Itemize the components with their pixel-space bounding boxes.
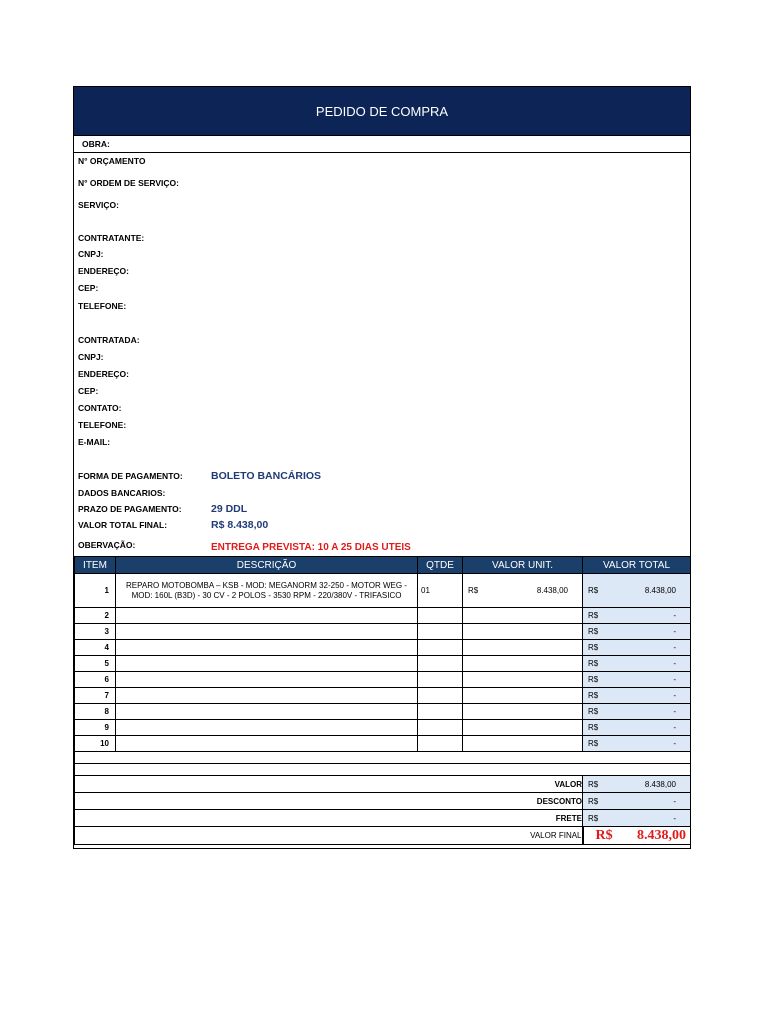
summary-valor-label: VALOR <box>75 776 583 793</box>
currency-symbol: R$ <box>588 586 599 595</box>
item-qtde <box>418 624 463 640</box>
observacao-value: ENTREGA PREVISTA: 10 A 25 DIAS UTEIS <box>211 542 411 553</box>
item-description: REPARO MOTOBOMBA – KSB - MOD: MEGANORM 32-250 - MOTOR WEG - MOD: 160L (B3D) - 30 CV - 2 POLOS - 3530 RPM - 220/380V - TRIFASICO <box>116 574 418 608</box>
item-qtde <box>418 736 463 752</box>
currency-symbol: R$ <box>588 627 599 636</box>
summary-desconto-cell <box>583 793 691 810</box>
item-qtde: 01 <box>418 574 463 608</box>
item-number: 1 <box>75 574 116 608</box>
contratante-cep-label: CEP: <box>78 283 99 293</box>
forma-pagamento-label: FORMA DE PAGAMENTO: <box>78 471 183 481</box>
contratada-label: CONTRATADA: <box>78 335 140 345</box>
header-item: ITEM <box>75 557 116 574</box>
item-description <box>116 656 418 672</box>
table-row <box>75 624 691 640</box>
item-description <box>116 624 418 640</box>
ordem-servico-label: N° ORDEM DE SERVIÇO: <box>78 178 180 188</box>
currency-symbol: R$ <box>588 707 599 716</box>
header-valor-unit: VALOR UNIT. <box>463 557 583 574</box>
item-unit-price <box>463 720 583 736</box>
purchase-order-form <box>73 86 691 849</box>
summary-frete-label: FRETE <box>75 810 583 827</box>
obra-row <box>74 135 690 153</box>
item-total <box>583 688 691 704</box>
item-unit-price <box>463 736 583 752</box>
currency-symbol: R$ <box>588 675 599 684</box>
summary-desconto-value: - <box>673 796 676 806</box>
currency-symbol: R$ <box>588 691 599 700</box>
table-row <box>75 672 691 688</box>
currency-symbol: R$ <box>468 586 479 595</box>
summary-valor-value: 8.438,00 <box>644 779 676 789</box>
item-unit-price <box>463 656 583 672</box>
total-value: - <box>673 659 676 668</box>
item-unit-price <box>463 704 583 720</box>
items-table <box>74 556 691 845</box>
final-value: 8.438,00 <box>637 827 686 843</box>
spacer-cell <box>75 764 691 776</box>
item-number: 7 <box>75 688 116 704</box>
item-qtde <box>418 640 463 656</box>
table-row <box>75 574 691 608</box>
summary-desconto-label: DESCONTO <box>75 793 583 810</box>
contratante-endereco-label: ENDEREÇO: <box>78 266 130 276</box>
contratante-telefone-label: TELEFONE: <box>78 301 127 311</box>
table-row <box>75 640 691 656</box>
item-number: 2 <box>75 608 116 624</box>
currency-symbol: R$ <box>588 796 599 806</box>
forma-pagamento-value: BOLETO BANCÁRIOS <box>211 470 322 482</box>
item-description <box>116 640 418 656</box>
total-value: - <box>673 643 676 652</box>
table-row <box>75 608 691 624</box>
header-descricao: DESCRIÇÃO <box>116 557 418 574</box>
item-qtde <box>418 608 463 624</box>
table-row <box>75 736 691 752</box>
item-total <box>583 672 691 688</box>
orcamento-label: N° ORÇAMENTO <box>78 156 146 166</box>
item-qtde <box>418 688 463 704</box>
table-header-row <box>75 557 691 574</box>
prazo-pagamento-label: PRAZO DE PAGAMENTO: <box>78 504 182 514</box>
item-total <box>583 574 691 608</box>
item-unit-price <box>463 688 583 704</box>
valor-total-final-label: VALOR TOTAL FINAL: <box>78 520 168 530</box>
item-number: 3 <box>75 624 116 640</box>
document-title: PEDIDO DE COMPRA <box>74 87 690 136</box>
item-description <box>116 736 418 752</box>
total-value: - <box>673 707 676 716</box>
item-description <box>116 720 418 736</box>
final-value-label: VALOR FINAL <box>75 827 583 845</box>
item-qtde <box>418 672 463 688</box>
obra-label: OBRA: <box>82 139 110 149</box>
item-unit-price <box>463 640 583 656</box>
spacer-row <box>75 764 691 776</box>
currency-symbol: R$ <box>588 779 599 789</box>
total-value: 8.438,00 <box>644 586 676 595</box>
final-currency-symbol: R$ <box>595 827 613 843</box>
item-description <box>116 672 418 688</box>
observacao-label: OBERVAÇÃO: <box>78 540 136 550</box>
summary-desconto-row <box>75 793 691 810</box>
item-total <box>583 640 691 656</box>
item-unit-price <box>463 608 583 624</box>
total-value: - <box>673 627 676 636</box>
item-total <box>583 736 691 752</box>
servico-label: SERVIÇO: <box>78 200 119 210</box>
summary-valor-cell <box>583 776 691 793</box>
header-qtde: QTDE <box>418 557 463 574</box>
contratada-endereco-label: ENDEREÇO: <box>78 369 130 379</box>
contratada-cnpj-label: CNPJ: <box>78 352 104 362</box>
item-total <box>583 656 691 672</box>
dados-bancarios-label: DADOS BANCARIOS: <box>78 488 166 498</box>
total-value: - <box>673 691 676 700</box>
total-value: - <box>673 739 676 748</box>
contratante-label: CONTRATANTE: <box>78 233 145 243</box>
currency-symbol: R$ <box>588 659 599 668</box>
summary-frete-row <box>75 810 691 827</box>
item-number: 6 <box>75 672 116 688</box>
item-unit-price <box>463 672 583 688</box>
summary-final-row <box>75 827 691 845</box>
item-total <box>583 704 691 720</box>
spacer-cell <box>75 752 691 764</box>
prazo-pagamento-value: 29 DDL <box>211 503 248 515</box>
valor-total-final-value: R$ 8.438,00 <box>211 519 269 531</box>
summary-valor-row <box>75 776 691 793</box>
currency-symbol: R$ <box>588 643 599 652</box>
item-qtde <box>418 720 463 736</box>
contratante-cnpj-label: CNPJ: <box>78 249 104 259</box>
item-description <box>116 608 418 624</box>
item-number: 4 <box>75 640 116 656</box>
item-unit-price <box>463 624 583 640</box>
item-unit-price <box>463 574 583 608</box>
item-description <box>116 688 418 704</box>
summary-frete-value: - <box>673 813 676 823</box>
item-total <box>583 720 691 736</box>
final-value-cell <box>583 827 691 845</box>
currency-symbol: R$ <box>588 723 599 732</box>
total-value: - <box>673 611 676 620</box>
contratada-telefone-label: TELEFONE: <box>78 420 127 430</box>
item-qtde <box>418 704 463 720</box>
header-valor-total: VALOR TOTAL <box>583 557 691 574</box>
table-row <box>75 720 691 736</box>
item-total <box>583 624 691 640</box>
item-description <box>116 704 418 720</box>
item-total <box>583 608 691 624</box>
contratada-email-label: E-MAIL: <box>78 437 111 447</box>
summary-frete-cell <box>583 810 691 827</box>
currency-symbol: R$ <box>588 739 599 748</box>
unit-price-value: 8.438,00 <box>536 586 568 595</box>
spacer-row <box>75 752 691 764</box>
item-number: 9 <box>75 720 116 736</box>
contratada-cep-label: CEP: <box>78 386 99 396</box>
table-row <box>75 688 691 704</box>
total-value: - <box>673 723 676 732</box>
item-number: 10 <box>75 736 116 752</box>
currency-symbol: R$ <box>588 813 599 823</box>
contratada-contato-label: CONTATO: <box>78 403 122 413</box>
table-row <box>75 704 691 720</box>
total-value: - <box>673 675 676 684</box>
item-qtde <box>418 656 463 672</box>
currency-symbol: R$ <box>588 611 599 620</box>
item-number: 5 <box>75 656 116 672</box>
item-number: 8 <box>75 704 116 720</box>
table-row <box>75 656 691 672</box>
